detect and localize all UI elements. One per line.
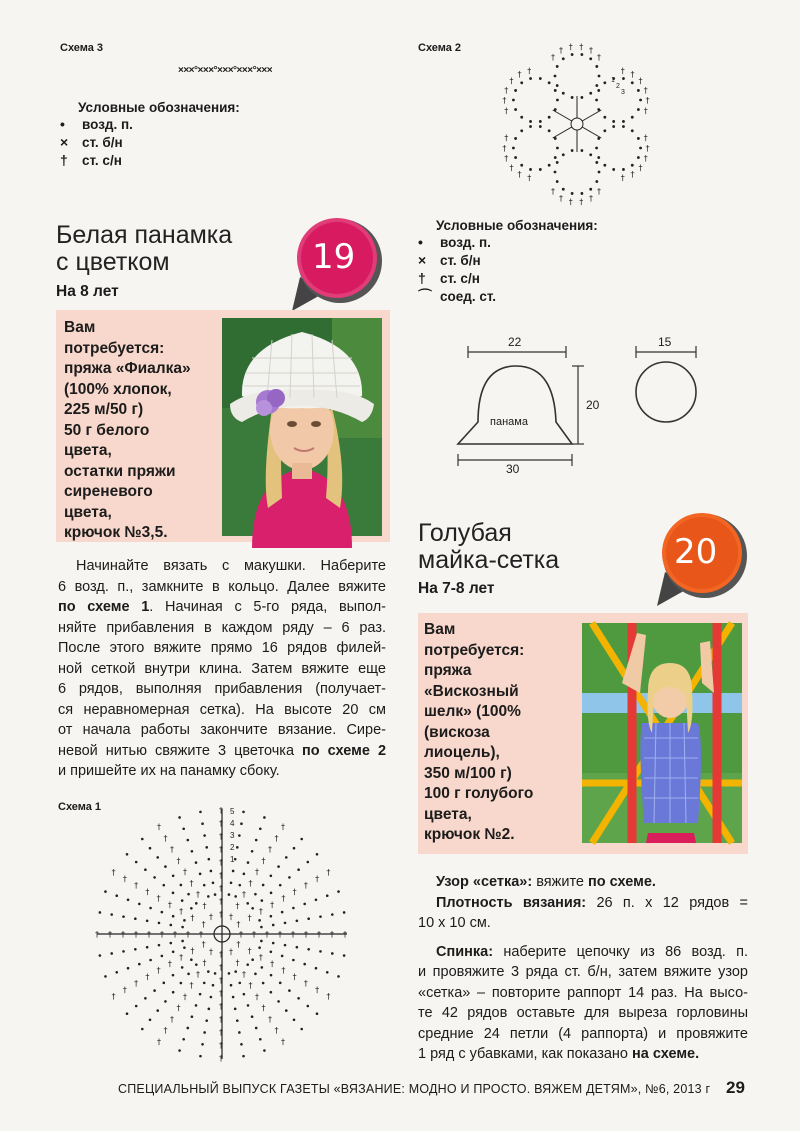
schema-2-label: Схема 2: [418, 42, 462, 54]
svg-text:†: †: [219, 963, 223, 972]
project-20-title: [418, 520, 559, 574]
text-line: 225 м/50 г): [64, 401, 144, 418]
legend-1: [60, 100, 240, 169]
text-line: цвета,: [64, 442, 112, 459]
svg-text:†: †: [558, 46, 563, 56]
svg-text:†: †: [317, 930, 321, 939]
svg-text:†: †: [219, 845, 223, 854]
svg-text:†: †: [281, 894, 286, 903]
svg-text:†: †: [179, 907, 184, 916]
project-19-age: На 8 лет: [56, 283, 119, 300]
svg-text:†: †: [167, 959, 172, 969]
text-line: [418, 942, 748, 963]
text-line: пряжа «Фиалка»: [64, 360, 191, 377]
text-line: невой нитью свяжите 3 цветочка по схеме 2: [58, 742, 387, 759]
svg-text:†: †: [147, 930, 151, 939]
badge-20-number: 20: [674, 532, 718, 572]
svg-text:†: †: [258, 953, 263, 962]
svg-text:†: †: [630, 69, 635, 79]
row-number: 1: [230, 855, 235, 864]
svg-text:†: †: [219, 806, 223, 815]
legend-item: [60, 115, 240, 133]
density-text: 26 п. х 12 рядов =: [586, 894, 748, 911]
legend-text: соед. ст.: [440, 288, 497, 304]
svg-text:†: †: [527, 66, 532, 76]
hat-label: панама: [490, 416, 528, 428]
text-line: крючок №2.: [424, 826, 515, 843]
back-text: наберите цепочку из 86 возд. п.: [493, 943, 748, 960]
svg-text:†: †: [620, 173, 625, 183]
svg-text:†: †: [122, 985, 127, 995]
text-line: 6 возд. п., замкните в кольцо. Далее вяжите: [58, 578, 386, 595]
svg-text:†: †: [134, 930, 138, 939]
svg-text:†: †: [209, 947, 213, 957]
requirements-box-19: [56, 310, 390, 542]
svg-text:†: †: [303, 881, 308, 890]
text-line: шелк» (100%: [424, 703, 521, 720]
svg-text:†: †: [156, 966, 161, 975]
svg-text:†: †: [638, 163, 643, 173]
svg-text:†: †: [176, 1003, 181, 1013]
svg-text:†: †: [189, 981, 194, 991]
text-line: [418, 1044, 748, 1065]
row-number: 1: [611, 77, 615, 84]
back-label: Спинка:: [436, 943, 494, 960]
title-line-1: Белая панамка: [56, 221, 233, 249]
row-number: 3: [621, 89, 625, 96]
svg-text:†: †: [247, 946, 252, 956]
text-line: «Вискозный: [424, 682, 519, 700]
svg-text:†: †: [504, 106, 509, 116]
svg-text:†: †: [304, 930, 308, 939]
dagger-icon: †: [418, 270, 426, 286]
svg-text:†: †: [219, 950, 223, 959]
svg-text:†: †: [292, 887, 297, 897]
photo-girl-hat: [222, 318, 382, 536]
title-line-2: майка-сетка: [418, 546, 560, 574]
hat-height: 20: [586, 398, 600, 412]
text-line: от начала работы закончите вязание. Сире-: [58, 722, 386, 738]
svg-text:†: †: [209, 912, 213, 922]
svg-text:†: †: [278, 930, 282, 939]
svg-text:†: †: [157, 1037, 161, 1047]
back-text: 1 ряд с убавками, как показано: [418, 1046, 633, 1062]
photo-girl-top: [582, 623, 742, 843]
svg-text:†: †: [121, 930, 125, 939]
legend-2: [418, 218, 598, 305]
legend-1-title: Условные обозначения:: [78, 100, 240, 115]
svg-text:†: †: [190, 913, 195, 923]
svg-text:†: †: [134, 979, 139, 988]
svg-text:†: †: [265, 930, 269, 939]
svg-text:†: †: [219, 989, 223, 998]
legend-item: [60, 151, 240, 169]
svg-text:†: †: [179, 953, 184, 962]
svg-text:†: †: [517, 170, 522, 180]
arc-icon: ⌒: [418, 288, 432, 304]
text-line: и пришейте их на панамку сбоку.: [58, 763, 280, 779]
svg-text:†: †: [292, 972, 297, 982]
svg-text:†: †: [261, 856, 266, 866]
text-line: ся неравномерная сетка). На высоте 20 см: [58, 701, 386, 718]
svg-text:†: †: [201, 920, 206, 929]
svg-text:†: †: [303, 979, 308, 988]
svg-text:†: †: [219, 976, 223, 985]
svg-text:†: †: [645, 143, 650, 153]
text-line: После этого вяжите прямо 16 рядов филей-: [58, 640, 386, 656]
svg-text:†: †: [219, 1041, 223, 1050]
legend-text: ст. с/н: [82, 152, 122, 168]
svg-text:†: †: [219, 1015, 223, 1024]
svg-text:†: †: [219, 1054, 223, 1063]
dot-icon: •: [60, 116, 65, 132]
svg-text:†: †: [330, 930, 334, 939]
svg-text:†: †: [281, 966, 286, 975]
svg-text:†: †: [242, 890, 246, 900]
svg-text:†: †: [274, 1026, 279, 1036]
svg-text:†: †: [167, 900, 172, 910]
density-label: Плотность вязания:: [436, 894, 587, 911]
title-line-1: Голубая: [418, 519, 512, 547]
back-text: и провяжите 3 ряда ст. б/н, затем вяжите узор: [418, 964, 748, 980]
text-line: лиоцель),: [424, 744, 500, 761]
text-line: потребуется:: [64, 339, 165, 357]
svg-text:†: †: [502, 96, 507, 106]
text-line: остатки пряжи: [64, 462, 176, 480]
svg-text:†: †: [170, 845, 174, 855]
row-number: 2: [616, 83, 620, 90]
text-line: ной сеткой внутри клина. Затем вяжите еще: [58, 660, 386, 677]
hat-top-width: 22: [508, 335, 522, 349]
back-text: «сетка» – повторите раппорт 14 раз. На высо-: [418, 984, 748, 1001]
text-line: 50 г белого: [64, 421, 150, 439]
svg-text:†: †: [597, 187, 602, 197]
text-line: Вам: [424, 621, 456, 638]
text-line: няйте прибавления в каждом ряду – 6 раз.: [58, 619, 386, 636]
svg-text:†: †: [281, 822, 285, 832]
text-line: [418, 1024, 748, 1045]
schema-3-label: Схема 3: [60, 42, 104, 54]
svg-text:†: †: [504, 154, 509, 164]
svg-text:†: †: [183, 992, 187, 1002]
text-line: Вам: [64, 319, 96, 336]
svg-text:†: †: [255, 867, 259, 877]
row-number: 5: [230, 807, 235, 816]
svg-text:†: †: [145, 887, 150, 897]
svg-text:†: †: [236, 940, 241, 949]
svg-text:†: †: [315, 985, 320, 995]
svg-text:†: †: [183, 867, 187, 877]
text-line: пряжа: [424, 662, 472, 679]
legend-item: [60, 133, 240, 151]
svg-text:†: †: [160, 930, 164, 939]
svg-text:†: †: [157, 822, 161, 832]
requirements-box-20: [418, 613, 748, 854]
text-line: (100% хлопок,: [64, 380, 172, 398]
bold-ref: по схеме 2: [302, 742, 387, 759]
schema-1-label: Схема 1: [58, 801, 102, 813]
svg-text:†: †: [502, 143, 507, 153]
legend-item: [418, 233, 598, 251]
project-20-age: На 7-8 лет: [418, 580, 495, 597]
schema-3-pattern: ×××°×××°×××°×××°×××: [178, 65, 273, 76]
svg-text:†: †: [509, 76, 514, 86]
svg-text:†: †: [643, 133, 648, 143]
svg-text:†: †: [134, 881, 139, 890]
svg-text:†: †: [326, 868, 331, 877]
svg-text:†: †: [219, 897, 223, 906]
svg-text:†: †: [589, 193, 594, 203]
svg-text:†: †: [219, 871, 223, 880]
text-line: цвета,: [64, 503, 112, 521]
svg-text:†: †: [186, 930, 190, 939]
svg-text:†: †: [236, 920, 241, 929]
row-number: 4: [230, 819, 235, 828]
svg-text:†: †: [239, 930, 243, 939]
svg-text:†: †: [111, 992, 116, 1001]
svg-text:†: †: [190, 946, 195, 956]
back-end: на схеме.: [632, 1046, 700, 1062]
row-number: 2: [230, 843, 235, 852]
svg-text:†: †: [108, 930, 112, 939]
legend-item: [418, 269, 598, 287]
svg-text:†: †: [219, 1002, 223, 1011]
cross-icon: ×: [60, 134, 69, 150]
back-text: те 42 рядов оставьте для выреза горловины: [418, 1005, 748, 1021]
text-line: 100 г голубого: [424, 785, 534, 802]
svg-text:†: †: [163, 1026, 168, 1036]
text-line: (вискоза: [424, 723, 490, 741]
svg-text:†: †: [145, 972, 150, 982]
svg-text:†: †: [242, 969, 246, 979]
svg-text:†: †: [509, 163, 514, 173]
svg-text:†: †: [196, 890, 200, 900]
svg-text:†: †: [219, 910, 223, 919]
svg-text:†: †: [229, 912, 233, 922]
svg-text:†: †: [291, 930, 295, 939]
svg-text:†: †: [199, 930, 203, 939]
svg-text:†: †: [202, 901, 207, 911]
svg-text:†: †: [558, 193, 563, 203]
legend-text: ст. б/н: [440, 252, 481, 268]
pattern-text: вяжите: [532, 874, 589, 890]
pattern-label: Узор «сетка»:: [436, 874, 533, 890]
instructions-20: [418, 872, 748, 1065]
svg-text:†: †: [517, 69, 522, 79]
svg-text:†: †: [274, 833, 279, 843]
svg-text:†: †: [219, 1028, 223, 1037]
svg-text:†: †: [568, 42, 573, 52]
svg-text:†: †: [550, 187, 555, 197]
text-line: [418, 983, 748, 1004]
legend-text: возд. п.: [440, 234, 491, 250]
svg-text:†: †: [258, 907, 263, 916]
svg-text:†: †: [315, 874, 320, 884]
dot-icon: •: [418, 234, 423, 250]
svg-text:†: †: [255, 992, 259, 1002]
svg-text:†: †: [176, 856, 181, 866]
svg-text:†: †: [219, 884, 223, 893]
requirements-20: [424, 620, 533, 846]
svg-text:†: †: [643, 106, 648, 116]
svg-text:†: †: [589, 46, 594, 56]
text-line: цвета,: [424, 805, 472, 823]
title-line-2: с цветком: [56, 248, 170, 276]
svg-text:†: †: [202, 958, 207, 968]
legend-text: ст. б/н: [82, 134, 123, 150]
text-line: 350 м/100 г): [424, 764, 512, 782]
svg-text:†: †: [504, 85, 509, 95]
page-number: 29: [726, 1078, 745, 1097]
back-text: средние 24 петли (4 раппорта) и провяжите: [418, 1025, 748, 1042]
svg-text:†: †: [579, 42, 584, 52]
footer-text: СПЕЦИАЛЬНЫЙ ВЫПУСК ГАЗЕТЫ «ВЯЗАНИЕ: МОДНО И ПРОСТО. ВЯЖЕМ ДЕТЯМ», №6, 2013 г: [118, 1082, 711, 1096]
svg-text:†: †: [270, 959, 275, 969]
svg-text:†: †: [247, 913, 252, 923]
svg-text:†: †: [579, 197, 584, 207]
svg-text:†: †: [163, 833, 168, 843]
svg-text:†: †: [620, 66, 625, 76]
svg-text:†: †: [235, 901, 240, 911]
svg-text:†: †: [527, 173, 532, 183]
svg-text:†: †: [122, 874, 127, 884]
svg-text:†: †: [638, 76, 643, 86]
legend-2-title: Условные обозначения:: [436, 218, 598, 233]
svg-text:†: †: [219, 858, 223, 867]
text-line: сиреневого: [64, 483, 153, 500]
svg-text:†: †: [645, 96, 650, 106]
svg-text:†: †: [111, 868, 116, 877]
svg-text:†: †: [219, 832, 223, 841]
text-line: [418, 1003, 748, 1024]
legend-item: [418, 287, 598, 305]
bold-ref: по схеме 1: [58, 599, 150, 615]
hat-bottom-width: 30: [506, 462, 520, 476]
text-line: потребуется:: [424, 641, 525, 659]
svg-text:†: †: [248, 981, 253, 991]
svg-text:†: †: [343, 930, 347, 939]
density-text-2: 10 х 10 см.: [418, 915, 491, 931]
row-number: 3: [230, 831, 235, 840]
svg-text:†: †: [235, 958, 240, 968]
svg-text:†: †: [95, 930, 99, 939]
svg-text:†: †: [568, 197, 573, 207]
svg-text:†: †: [261, 1003, 266, 1013]
svg-text:†: †: [268, 845, 272, 855]
svg-text:†: †: [229, 947, 233, 957]
svg-text:†: †: [643, 85, 648, 95]
svg-text:†: †: [170, 1014, 174, 1024]
badge-20: [655, 510, 747, 608]
svg-text:†: †: [219, 819, 223, 828]
legend-text: ст. с/н: [440, 270, 480, 286]
svg-text:†: †: [597, 52, 602, 62]
badge-19: [290, 215, 382, 313]
svg-text:†: †: [281, 1037, 285, 1047]
cross-icon: ×: [418, 252, 427, 268]
svg-text:†: †: [248, 878, 253, 888]
legend-item: [418, 251, 598, 269]
hat-pattern-diagram: [448, 334, 708, 484]
dagger-icon: †: [60, 152, 68, 168]
svg-text:†: †: [630, 170, 635, 180]
svg-text:†: †: [189, 878, 194, 888]
text-line: Начинайте вязать с макушки. Наберите: [76, 558, 386, 574]
svg-text:†: †: [270, 900, 275, 910]
svg-text:†: †: [504, 133, 509, 143]
pattern-bold: по схеме.: [588, 874, 656, 890]
svg-text:†: †: [196, 969, 200, 979]
requirements-19: [64, 318, 191, 544]
instructions-19: [58, 556, 386, 782]
text-line: [418, 962, 748, 983]
text-line: крючок №3,5.: [64, 524, 168, 541]
badge-19-number: 19: [312, 237, 356, 277]
svg-text:†: †: [201, 940, 206, 949]
circle-width: 15: [658, 335, 672, 349]
svg-text:†: †: [156, 894, 161, 903]
text-line: по схеме 1. Начиная с 5-го ряда, выпол-: [58, 599, 386, 615]
svg-text:†: †: [326, 992, 331, 1001]
svg-text:†: †: [550, 52, 555, 62]
svg-text:†: †: [173, 930, 177, 939]
schema-2-diagram: [495, 40, 665, 207]
svg-text:†: †: [268, 1014, 272, 1024]
svg-text:†: †: [252, 930, 256, 939]
schema-1-diagram: [84, 802, 374, 1072]
text-line: 6 рядов, выполняя прибавления (получает-: [58, 681, 386, 697]
project-19-title: [56, 222, 232, 276]
legend-text: возд. п.: [82, 116, 133, 132]
svg-text:†: †: [643, 154, 648, 164]
